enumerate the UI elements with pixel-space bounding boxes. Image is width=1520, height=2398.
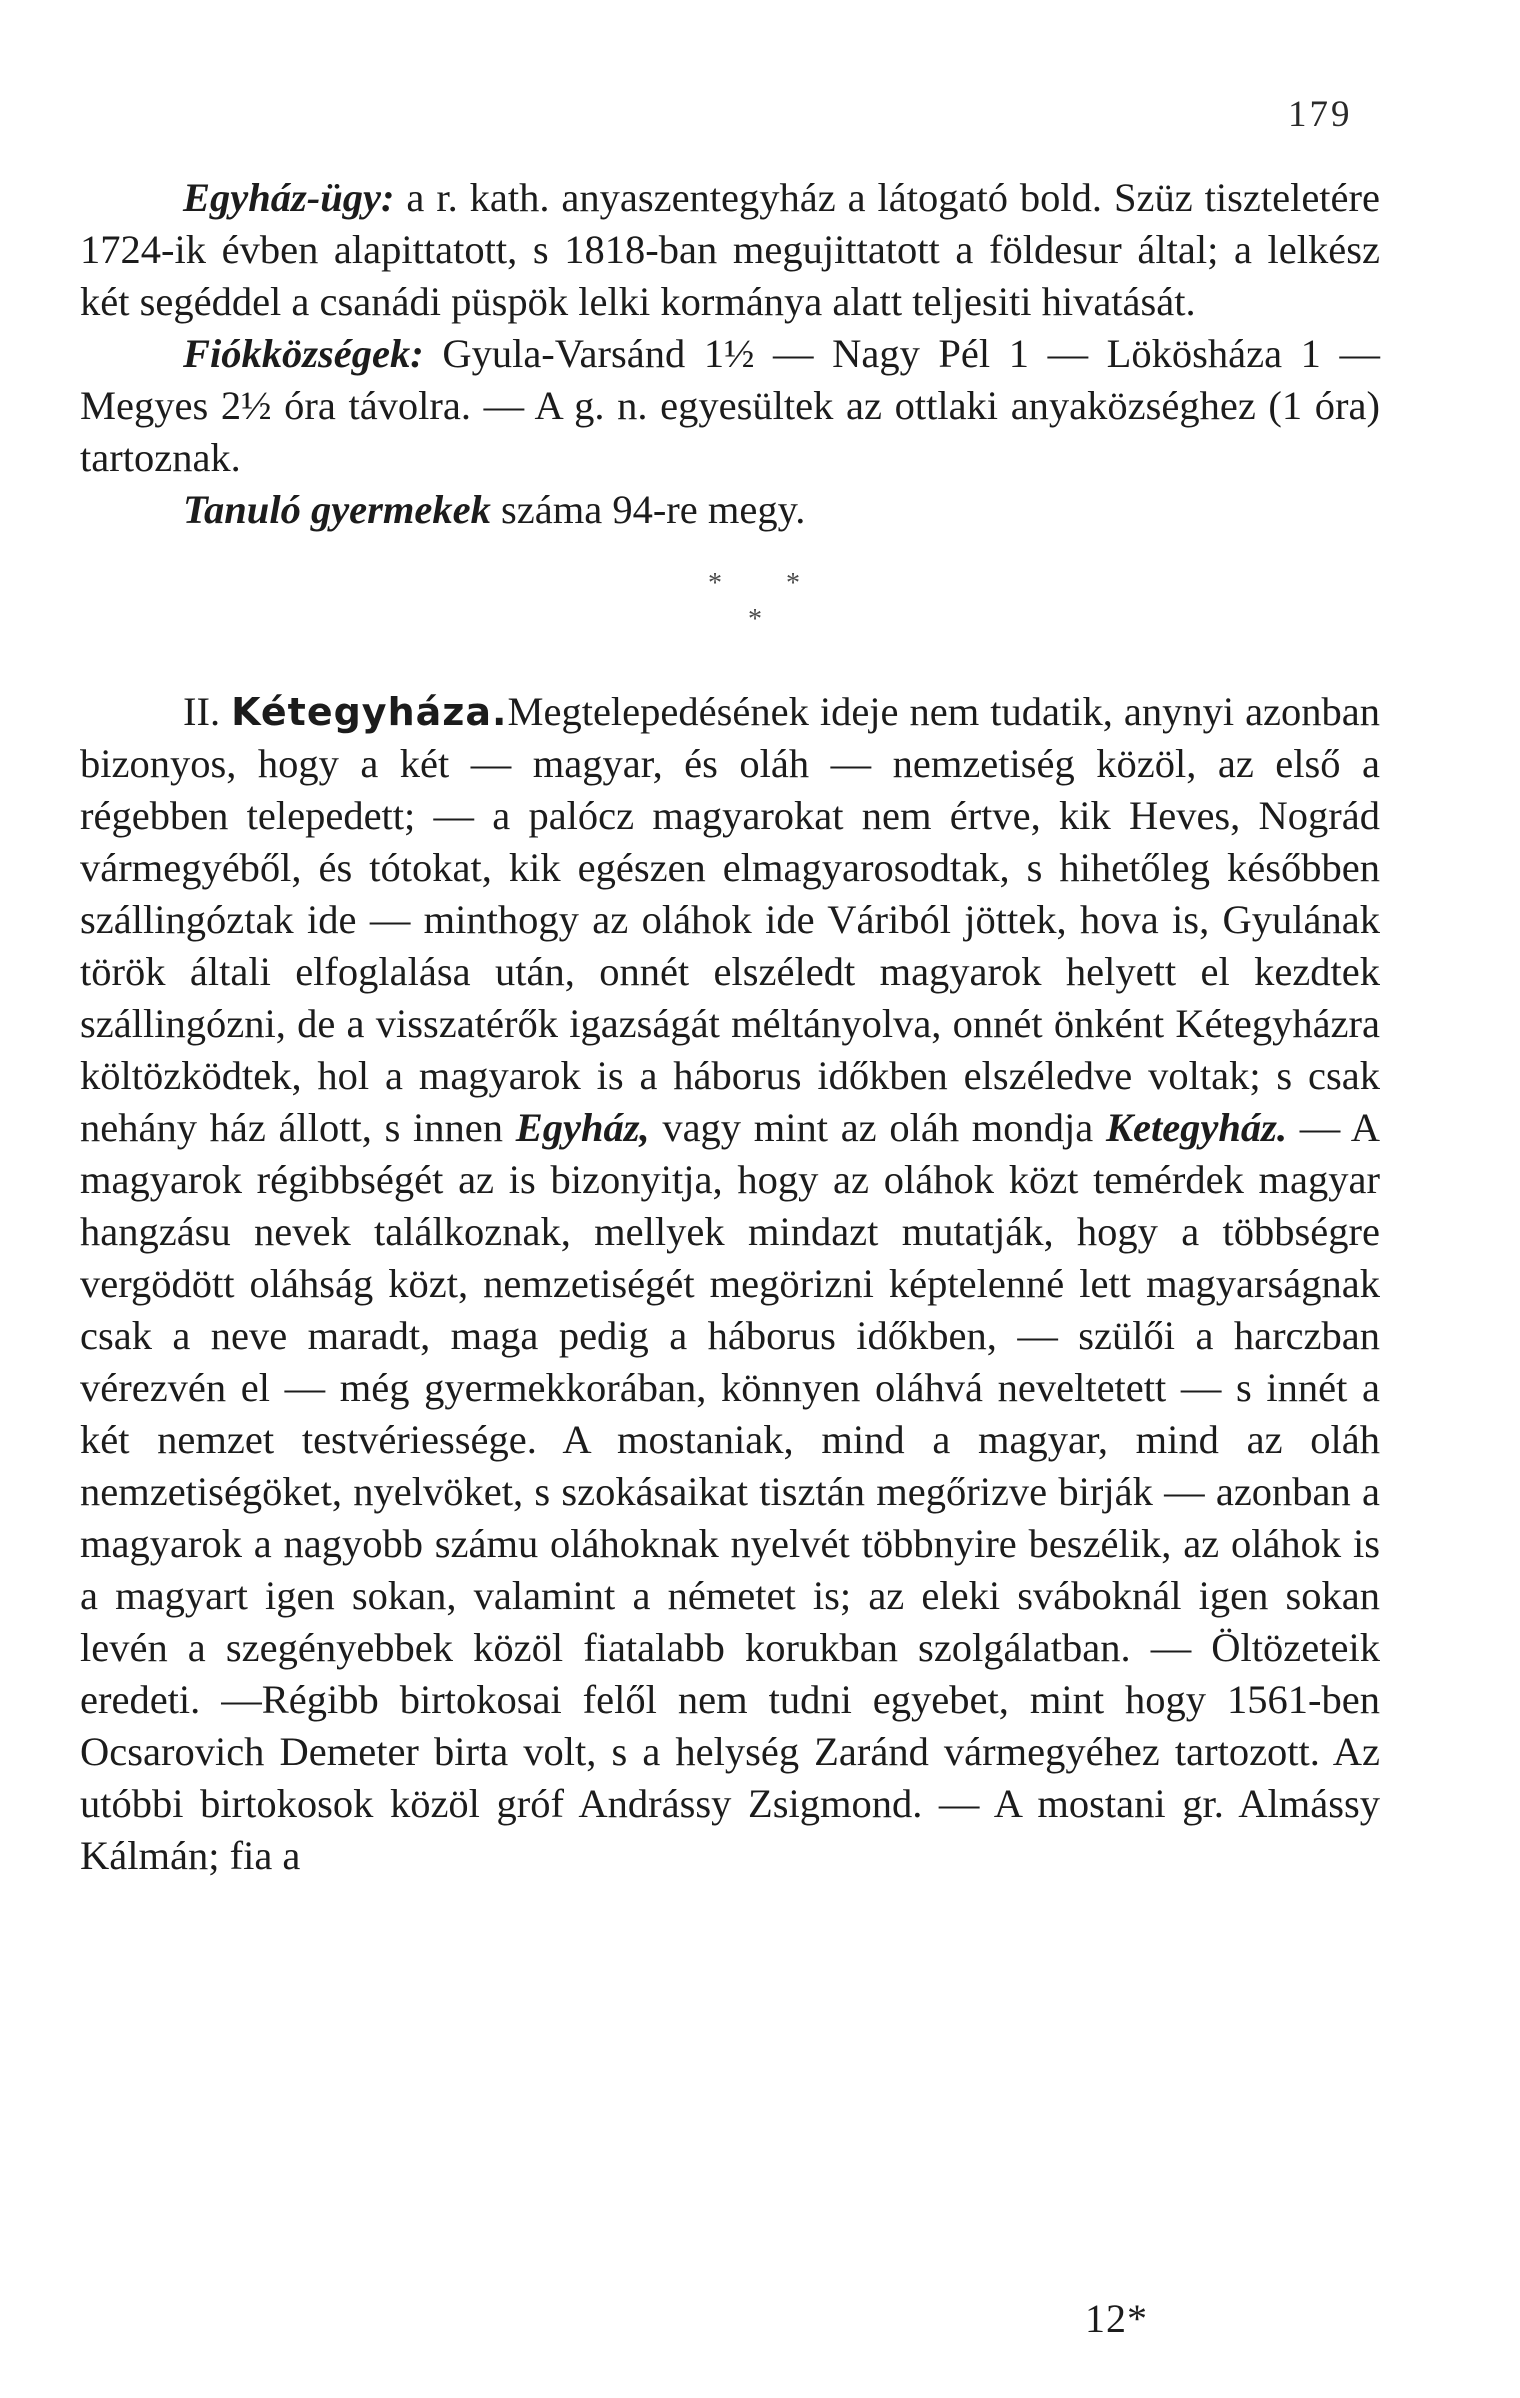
tanulo-text: száma 94-re megy. — [490, 487, 806, 532]
egyhaz-ugy-text: a r. kath. anyaszentegyház a látogató bold. Szüz tiszteletére 1724-ik évben alapittatott, s 1818-ban megujittatott a földesur által; a lelkész két segéddel a csanádi püspök lelki kormánya alatt teljesiti hivatását. — [80, 175, 1380, 324]
ketegyhaza-text-3: — A magyarok régibbségét az is bizonyitja, hogy az oláhok közt temérdek magyar hangzásu nevek találkoznak, mellyek mindazt mutatják, hogy a többségre vergödött oláhság közt, nemzetiségét megörizni képtelenné lett magyarságnak csak a neve maradt, maga pedig a háborus időkben, — szülői a harczban vérezvén el — még gyermekkorában, könnyen oláhvá neveltetett — s innét a két nemzet testvériessége. A mostaniak, mind a magyar, mind az oláh nemzetiségöket, nyelvöket, s szokásaikat tisztán megőrizve birják — azonban a magyarok a nagyobb számu oláhoknak nyelvét többnyire beszélik, az oláhok is a magyart igen sokan, valamint a németet is; az eleki sváboknál igen sokan levén a szegényebbek közöl fiatalabb korukban szolgálatban. — Öltözeteik eredeti. —Régibb birtokosai felől nem tudni egyebet, mint hogy 1561-ben Ocsarovich Demeter birta volt, s a helység Zaránd vármegyéhez tartozott. Az utóbbi birtokosok közöl gróf Andrássy Zsigmond. — A mostani gr. Almássy Kálmán; fia a — [80, 1105, 1380, 1878]
paragraph-egyhaz-ugy — [80, 172, 1380, 328]
egyhaz-ugy-label: Egyház-ügy: — [183, 175, 395, 220]
separator-star-2: * — [786, 568, 800, 599]
paragraph-tanulo — [80, 484, 1380, 536]
fiokkozsegek-text: Gyula-Varsánd 1½ — Nagy Pél 1 — Lökösháza 1 — Megyes 2½ óra távolra. — A g. n. egyesültek az ottlaki anyaközséghez (1 óra) tartoznak. — [80, 331, 1380, 480]
section-place-name: Kétegyháza. — [231, 690, 508, 734]
ketegyhaz-word: Ketegyház. — [1105, 1105, 1288, 1150]
paragraph-fiokkozsegek — [80, 328, 1380, 484]
paragraph-ketegyhaza — [80, 686, 1380, 1882]
tanulo-label: Tanuló gyermekek — [183, 487, 491, 532]
page-number: 179 — [1288, 94, 1353, 135]
separator-star-1: * — [708, 568, 722, 599]
separator-star-3: * — [748, 604, 762, 635]
fiokkozsegek-label: Fiókközségek: — [183, 331, 424, 376]
section-numeral: II. — [183, 689, 221, 734]
ketegyhaza-text-1: Megtelepedésének ideje nem tudatik, anynyi azonban bizonyos, hogy a két — magyar, és oláh — nemzetiség közöl, az első a régebben telepedett; — a palócz magyarokat nem értve, kik Heves, Nográd vármegyéből, és tótokat, kik egészen elmagyarosodtak, s hihetőleg későbben szállingóztak ide — minthogy az oláhok ide Váriból jöttek, hova is, Gyulának török általi elfoglalása után, onnét elszéledt magyarok helyett el kezdtek szállingózni, de a visszatérők igazságát méltányolva, onnét önként Kétegyházra költözködtek, hol a magyarok is a háborus időkben elszéledve voltak; s csak nehány ház állott, s innen — [80, 689, 1380, 1150]
signature-mark: 12* — [1085, 2296, 1148, 2341]
section-separator — [80, 536, 1380, 686]
text-column — [80, 172, 1380, 1882]
egyhaz-word: Egyház, — [515, 1105, 650, 1150]
ketegyhaza-text-2: vagy mint az oláh mondja — [649, 1105, 1106, 1150]
